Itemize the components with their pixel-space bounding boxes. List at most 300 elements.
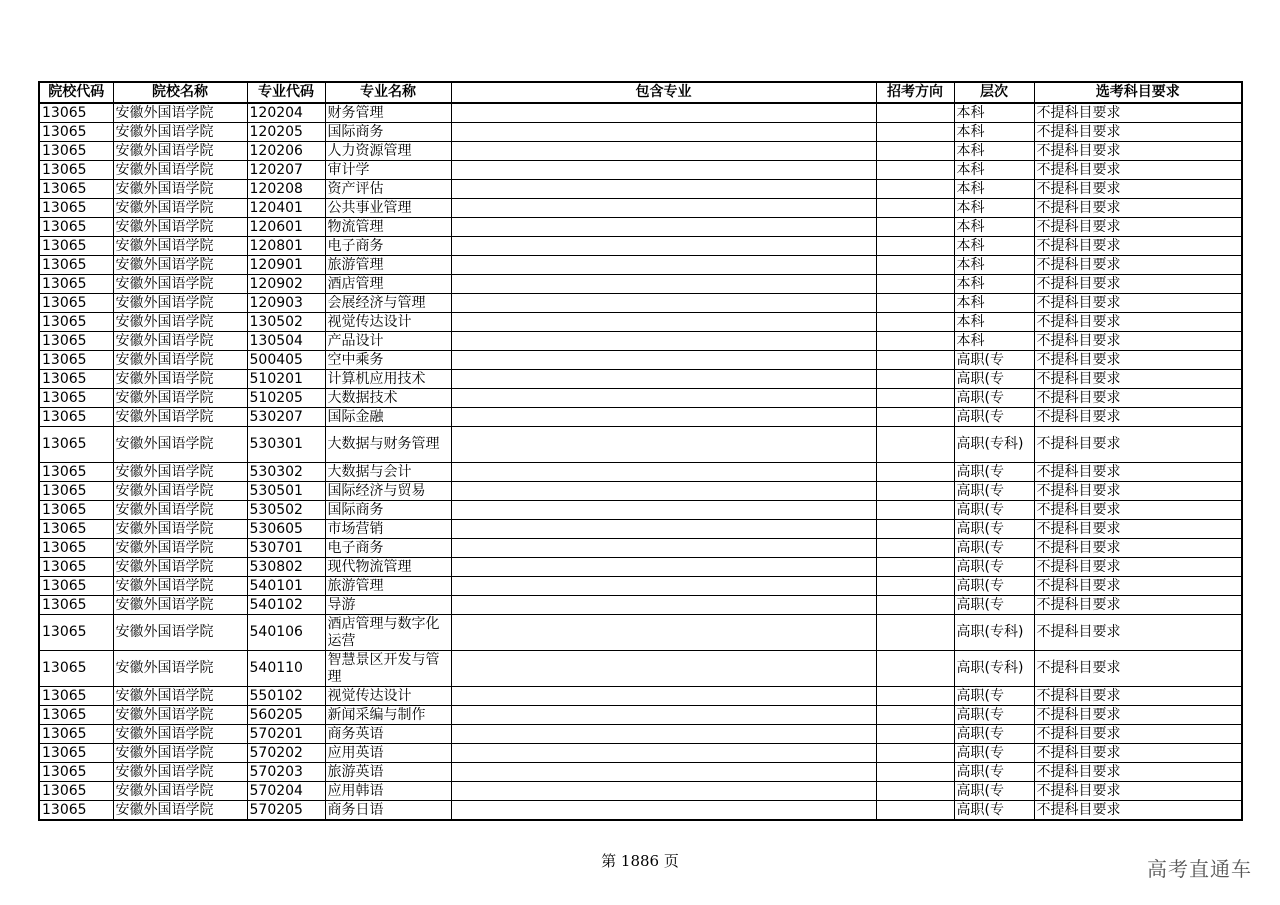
cell-level: 高职(专: [954, 520, 1034, 539]
cell-major-code: 530502: [247, 501, 325, 520]
cell-included-majors: [451, 237, 876, 256]
cell-school-code: 13065: [39, 558, 113, 577]
cell-subject-requirement: 不提科目要求: [1034, 615, 1242, 651]
cell-included-majors: [451, 558, 876, 577]
cell-major-name: 公共事业管理: [325, 199, 451, 218]
cell-direction: [876, 218, 954, 237]
cell-major-code: 570201: [247, 725, 325, 744]
cell-included-majors: [451, 539, 876, 558]
cell-subject-requirement: 不提科目要求: [1034, 332, 1242, 351]
cell-major-name: 旅游英语: [325, 763, 451, 782]
table-row: [39, 558, 1242, 577]
cell-major-name: 旅游管理: [325, 577, 451, 596]
cell-direction: [876, 596, 954, 615]
cell-subject-requirement: 不提科目要求: [1034, 651, 1242, 687]
cell-major-code: 540101: [247, 577, 325, 596]
cell-direction: [876, 142, 954, 161]
cell-major-code: 540102: [247, 596, 325, 615]
cell-subject-requirement: 不提科目要求: [1034, 408, 1242, 427]
cell-level: 高职(专科): [954, 651, 1034, 687]
cell-level: 高职(专: [954, 389, 1034, 408]
cell-school-name: 安徽外国语学院: [113, 351, 247, 370]
cell-major-code: 130502: [247, 313, 325, 332]
cell-school-name: 安徽外国语学院: [113, 427, 247, 463]
cell-subject-requirement: 不提科目要求: [1034, 180, 1242, 199]
cell-school-code: 13065: [39, 123, 113, 142]
table-row: [39, 687, 1242, 706]
cell-level: 本科: [954, 313, 1034, 332]
cell-included-majors: [451, 577, 876, 596]
cell-direction: [876, 651, 954, 687]
cell-major-name: 新闻采编与制作: [325, 706, 451, 725]
cell-direction: [876, 520, 954, 539]
table-row: [39, 351, 1242, 370]
cell-school-name: 安徽外国语学院: [113, 651, 247, 687]
cell-major-name: 应用英语: [325, 744, 451, 763]
cell-school-name: 安徽外国语学院: [113, 725, 247, 744]
cell-level: 高职(专: [954, 351, 1034, 370]
cell-subject-requirement: 不提科目要求: [1034, 351, 1242, 370]
table-row: [39, 275, 1242, 294]
cell-school-name: 安徽外国语学院: [113, 275, 247, 294]
cell-major-code: 530802: [247, 558, 325, 577]
cell-included-majors: [451, 389, 876, 408]
cell-school-code: 13065: [39, 763, 113, 782]
cell-school-name: 安徽外国语学院: [113, 370, 247, 389]
cell-school-name: 安徽外国语学院: [113, 389, 247, 408]
cell-subject-requirement: 不提科目要求: [1034, 218, 1242, 237]
cell-level: 高职(专: [954, 558, 1034, 577]
cell-included-majors: [451, 763, 876, 782]
cell-level: 高职(专: [954, 596, 1034, 615]
cell-included-majors: [451, 351, 876, 370]
cell-major-code: 570202: [247, 744, 325, 763]
table-header: [39, 82, 1242, 103]
cell-major-name: 视觉传达设计: [325, 687, 451, 706]
table-row: [39, 218, 1242, 237]
cell-major-name: 现代物流管理: [325, 558, 451, 577]
cell-direction: [876, 256, 954, 275]
cell-included-majors: [451, 782, 876, 801]
cell-included-majors: [451, 427, 876, 463]
table-row: [39, 161, 1242, 180]
cell-major-code: 530605: [247, 520, 325, 539]
cell-level: 本科: [954, 256, 1034, 275]
cell-school-code: 13065: [39, 615, 113, 651]
cell-subject-requirement: 不提科目要求: [1034, 558, 1242, 577]
cell-subject-requirement: 不提科目要求: [1034, 501, 1242, 520]
cell-level: 本科: [954, 332, 1034, 351]
cell-school-code: 13065: [39, 256, 113, 275]
cell-major-code: 510205: [247, 389, 325, 408]
table-row: [39, 577, 1242, 596]
cell-major-name: 大数据与会计: [325, 463, 451, 482]
cell-direction: [876, 237, 954, 256]
cell-major-name: 酒店管理: [325, 275, 451, 294]
cell-major-name: 大数据技术: [325, 389, 451, 408]
cell-major-name: 国际金融: [325, 408, 451, 427]
cell-major-code: 500405: [247, 351, 325, 370]
cell-school-code: 13065: [39, 218, 113, 237]
cell-level: 高职(专: [954, 725, 1034, 744]
cell-school-name: 安徽外国语学院: [113, 408, 247, 427]
admission-table: [38, 81, 1243, 821]
cell-level: 高职(专: [954, 463, 1034, 482]
cell-level: 本科: [954, 199, 1034, 218]
header-school-name: 院校名称: [113, 82, 247, 103]
cell-included-majors: [451, 706, 876, 725]
cell-level: 本科: [954, 123, 1034, 142]
table-row: [39, 389, 1242, 408]
cell-major-code: 120801: [247, 237, 325, 256]
cell-subject-requirement: 不提科目要求: [1034, 161, 1242, 180]
cell-school-name: 安徽外国语学院: [113, 463, 247, 482]
cell-level: 高职(专: [954, 744, 1034, 763]
cell-level: 本科: [954, 237, 1034, 256]
cell-direction: [876, 782, 954, 801]
table-row: [39, 782, 1242, 801]
cell-level: 高职(专: [954, 482, 1034, 501]
table-row: [39, 706, 1242, 725]
cell-school-name: 安徽外国语学院: [113, 558, 247, 577]
cell-subject-requirement: 不提科目要求: [1034, 482, 1242, 501]
cell-included-majors: [451, 370, 876, 389]
cell-level: 本科: [954, 161, 1034, 180]
cell-major-code: 120601: [247, 218, 325, 237]
cell-level: 高职(专: [954, 408, 1034, 427]
cell-school-code: 13065: [39, 687, 113, 706]
cell-level: 本科: [954, 180, 1034, 199]
table-body: [39, 103, 1242, 820]
cell-school-name: 安徽外国语学院: [113, 142, 247, 161]
cell-school-code: 13065: [39, 351, 113, 370]
cell-direction: [876, 744, 954, 763]
cell-included-majors: [451, 103, 876, 123]
cell-school-code: 13065: [39, 801, 113, 821]
cell-school-code: 13065: [39, 275, 113, 294]
cell-level: 高职(专: [954, 706, 1034, 725]
cell-major-code: 130504: [247, 332, 325, 351]
cell-major-code: 120208: [247, 180, 325, 199]
cell-subject-requirement: 不提科目要求: [1034, 142, 1242, 161]
cell-major-name: 大数据与财务管理: [325, 427, 451, 463]
cell-school-name: 安徽外国语学院: [113, 123, 247, 142]
table-row: [39, 744, 1242, 763]
cell-major-name: 酒店管理与数字化运营: [325, 615, 451, 651]
cell-major-code: 560205: [247, 706, 325, 725]
cell-subject-requirement: 不提科目要求: [1034, 389, 1242, 408]
watermark: 高考直通车: [1147, 857, 1252, 881]
cell-included-majors: [451, 520, 876, 539]
cell-included-majors: [451, 313, 876, 332]
cell-major-code: 540110: [247, 651, 325, 687]
cell-subject-requirement: 不提科目要求: [1034, 520, 1242, 539]
cell-included-majors: [451, 180, 876, 199]
cell-included-majors: [451, 161, 876, 180]
cell-direction: [876, 706, 954, 725]
cell-level: 本科: [954, 218, 1034, 237]
cell-school-code: 13065: [39, 142, 113, 161]
cell-major-code: 120903: [247, 294, 325, 313]
cell-school-name: 安徽外国语学院: [113, 237, 247, 256]
table-row: [39, 313, 1242, 332]
cell-included-majors: [451, 332, 876, 351]
cell-included-majors: [451, 275, 876, 294]
cell-direction: [876, 463, 954, 482]
cell-major-name: 人力资源管理: [325, 142, 451, 161]
cell-direction: [876, 558, 954, 577]
cell-included-majors: [451, 408, 876, 427]
cell-major-code: 530302: [247, 463, 325, 482]
cell-subject-requirement: 不提科目要求: [1034, 256, 1242, 275]
cell-major-name: 审计学: [325, 161, 451, 180]
table-row: [39, 463, 1242, 482]
cell-major-name: 商务日语: [325, 801, 451, 821]
cell-subject-requirement: 不提科目要求: [1034, 199, 1242, 218]
header-subject-requirement: 选考科目要求: [1034, 82, 1242, 103]
cell-major-name: 视觉传达设计: [325, 313, 451, 332]
cell-school-code: 13065: [39, 161, 113, 180]
cell-school-code: 13065: [39, 725, 113, 744]
cell-subject-requirement: 不提科目要求: [1034, 370, 1242, 389]
cell-school-code: 13065: [39, 294, 113, 313]
cell-direction: [876, 615, 954, 651]
cell-subject-requirement: 不提科目要求: [1034, 294, 1242, 313]
cell-major-code: 540106: [247, 615, 325, 651]
cell-school-code: 13065: [39, 596, 113, 615]
cell-subject-requirement: 不提科目要求: [1034, 687, 1242, 706]
cell-school-name: 安徽外国语学院: [113, 782, 247, 801]
cell-subject-requirement: 不提科目要求: [1034, 103, 1242, 123]
cell-major-name: 物流管理: [325, 218, 451, 237]
cell-school-code: 13065: [39, 408, 113, 427]
cell-included-majors: [451, 651, 876, 687]
table-row: [39, 103, 1242, 123]
table-row: [39, 294, 1242, 313]
cell-major-name: 智慧景区开发与管理: [325, 651, 451, 687]
cell-major-name: 国际经济与贸易: [325, 482, 451, 501]
cell-major-code: 120206: [247, 142, 325, 161]
cell-major-name: 导游: [325, 596, 451, 615]
cell-level: 高职(专科): [954, 427, 1034, 463]
cell-major-code: 120901: [247, 256, 325, 275]
cell-major-code: 550102: [247, 687, 325, 706]
header-school-code: 院校代码: [39, 82, 113, 103]
cell-level: 高职(专科): [954, 615, 1034, 651]
cell-school-code: 13065: [39, 501, 113, 520]
cell-school-name: 安徽外国语学院: [113, 539, 247, 558]
cell-included-majors: [451, 801, 876, 821]
header-major-code: 专业代码: [247, 82, 325, 103]
table-row: [39, 801, 1242, 821]
cell-school-name: 安徽外国语学院: [113, 501, 247, 520]
cell-school-code: 13065: [39, 651, 113, 687]
cell-school-code: 13065: [39, 313, 113, 332]
cell-subject-requirement: 不提科目要求: [1034, 237, 1242, 256]
cell-school-name: 安徽外国语学院: [113, 706, 247, 725]
cell-major-name: 商务英语: [325, 725, 451, 744]
cell-direction: [876, 161, 954, 180]
cell-major-code: 120205: [247, 123, 325, 142]
table-row: [39, 427, 1242, 463]
cell-major-name: 财务管理: [325, 103, 451, 123]
cell-school-name: 安徽外国语学院: [113, 577, 247, 596]
cell-subject-requirement: 不提科目要求: [1034, 463, 1242, 482]
cell-included-majors: [451, 744, 876, 763]
cell-level: 高职(专: [954, 687, 1034, 706]
cell-major-name: 国际商务: [325, 123, 451, 142]
table-row: [39, 501, 1242, 520]
cell-included-majors: [451, 615, 876, 651]
cell-direction: [876, 482, 954, 501]
cell-major-code: 530207: [247, 408, 325, 427]
cell-level: 本科: [954, 294, 1034, 313]
cell-level: 本科: [954, 103, 1034, 123]
cell-major-code: 120207: [247, 161, 325, 180]
cell-school-code: 13065: [39, 539, 113, 558]
cell-level: 本科: [954, 275, 1034, 294]
cell-school-name: 安徽外国语学院: [113, 180, 247, 199]
cell-direction: [876, 408, 954, 427]
cell-major-name: 应用韩语: [325, 782, 451, 801]
table-row: [39, 180, 1242, 199]
cell-major-code: 570203: [247, 763, 325, 782]
cell-direction: [876, 123, 954, 142]
cell-major-code: 570205: [247, 801, 325, 821]
cell-major-name: 旅游管理: [325, 256, 451, 275]
cell-major-name: 产品设计: [325, 332, 451, 351]
cell-level: 高职(专: [954, 801, 1034, 821]
cell-subject-requirement: 不提科目要求: [1034, 313, 1242, 332]
header-level: 层次: [954, 82, 1034, 103]
cell-major-code: 120401: [247, 199, 325, 218]
cell-included-majors: [451, 482, 876, 501]
table-row: [39, 199, 1242, 218]
cell-subject-requirement: 不提科目要求: [1034, 427, 1242, 463]
cell-school-name: 安徽外国语学院: [113, 218, 247, 237]
cell-school-code: 13065: [39, 370, 113, 389]
cell-level: 高职(专: [954, 501, 1034, 520]
cell-major-code: 120902: [247, 275, 325, 294]
cell-direction: [876, 577, 954, 596]
cell-level: 高职(专: [954, 782, 1034, 801]
table-row: [39, 408, 1242, 427]
cell-included-majors: [451, 463, 876, 482]
cell-school-code: 13065: [39, 482, 113, 501]
cell-major-code: 530701: [247, 539, 325, 558]
cell-major-name: 市场营销: [325, 520, 451, 539]
table-row: [39, 123, 1242, 142]
table-row: [39, 539, 1242, 558]
cell-major-code: 530301: [247, 427, 325, 463]
cell-school-name: 安徽外国语学院: [113, 294, 247, 313]
cell-major-name: 电子商务: [325, 237, 451, 256]
table-row: [39, 482, 1242, 501]
table-row: [39, 142, 1242, 161]
cell-school-code: 13065: [39, 463, 113, 482]
cell-school-name: 安徽外国语学院: [113, 744, 247, 763]
cell-level: 高职(专: [954, 539, 1034, 558]
cell-subject-requirement: 不提科目要求: [1034, 539, 1242, 558]
cell-direction: [876, 687, 954, 706]
cell-subject-requirement: 不提科目要求: [1034, 801, 1242, 821]
cell-subject-requirement: 不提科目要求: [1034, 577, 1242, 596]
cell-direction: [876, 275, 954, 294]
cell-direction: [876, 389, 954, 408]
cell-school-code: 13065: [39, 706, 113, 725]
cell-subject-requirement: 不提科目要求: [1034, 782, 1242, 801]
cell-direction: [876, 539, 954, 558]
cell-school-code: 13065: [39, 782, 113, 801]
cell-major-name: 空中乘务: [325, 351, 451, 370]
cell-subject-requirement: 不提科目要求: [1034, 725, 1242, 744]
cell-school-code: 13065: [39, 199, 113, 218]
cell-school-code: 13065: [39, 180, 113, 199]
cell-included-majors: [451, 596, 876, 615]
cell-direction: [876, 351, 954, 370]
cell-school-name: 安徽外国语学院: [113, 103, 247, 123]
cell-major-code: 120204: [247, 103, 325, 123]
cell-included-majors: [451, 501, 876, 520]
cell-major-name: 电子商务: [325, 539, 451, 558]
cell-school-name: 安徽外国语学院: [113, 332, 247, 351]
cell-school-code: 13065: [39, 744, 113, 763]
cell-included-majors: [451, 256, 876, 275]
table-row: [39, 256, 1242, 275]
cell-level: 本科: [954, 142, 1034, 161]
cell-direction: [876, 427, 954, 463]
cell-major-code: 530501: [247, 482, 325, 501]
table-row: [39, 520, 1242, 539]
cell-subject-requirement: 不提科目要求: [1034, 744, 1242, 763]
cell-included-majors: [451, 142, 876, 161]
cell-included-majors: [451, 199, 876, 218]
cell-school-code: 13065: [39, 577, 113, 596]
cell-direction: [876, 801, 954, 821]
table-row: [39, 237, 1242, 256]
cell-school-name: 安徽外国语学院: [113, 520, 247, 539]
page-number: 第 1886 页: [601, 852, 679, 870]
table-row: [39, 725, 1242, 744]
header-included-majors: 包含专业: [451, 82, 876, 103]
cell-school-name: 安徽外国语学院: [113, 596, 247, 615]
cell-direction: [876, 199, 954, 218]
table-row: [39, 651, 1242, 687]
cell-included-majors: [451, 218, 876, 237]
cell-direction: [876, 501, 954, 520]
cell-major-name: 国际商务: [325, 501, 451, 520]
cell-direction: [876, 180, 954, 199]
cell-school-name: 安徽外国语学院: [113, 687, 247, 706]
cell-direction: [876, 370, 954, 389]
cell-subject-requirement: 不提科目要求: [1034, 275, 1242, 294]
cell-school-code: 13065: [39, 332, 113, 351]
cell-direction: [876, 294, 954, 313]
cell-included-majors: [451, 687, 876, 706]
table-row: [39, 763, 1242, 782]
cell-school-name: 安徽外国语学院: [113, 763, 247, 782]
cell-included-majors: [451, 294, 876, 313]
cell-major-code: 510201: [247, 370, 325, 389]
cell-direction: [876, 763, 954, 782]
cell-school-code: 13065: [39, 237, 113, 256]
cell-major-name: 计算机应用技术: [325, 370, 451, 389]
cell-school-code: 13065: [39, 520, 113, 539]
cell-direction: [876, 313, 954, 332]
cell-school-name: 安徽外国语学院: [113, 615, 247, 651]
cell-school-name: 安徽外国语学院: [113, 313, 247, 332]
header-row: [39, 82, 1242, 103]
